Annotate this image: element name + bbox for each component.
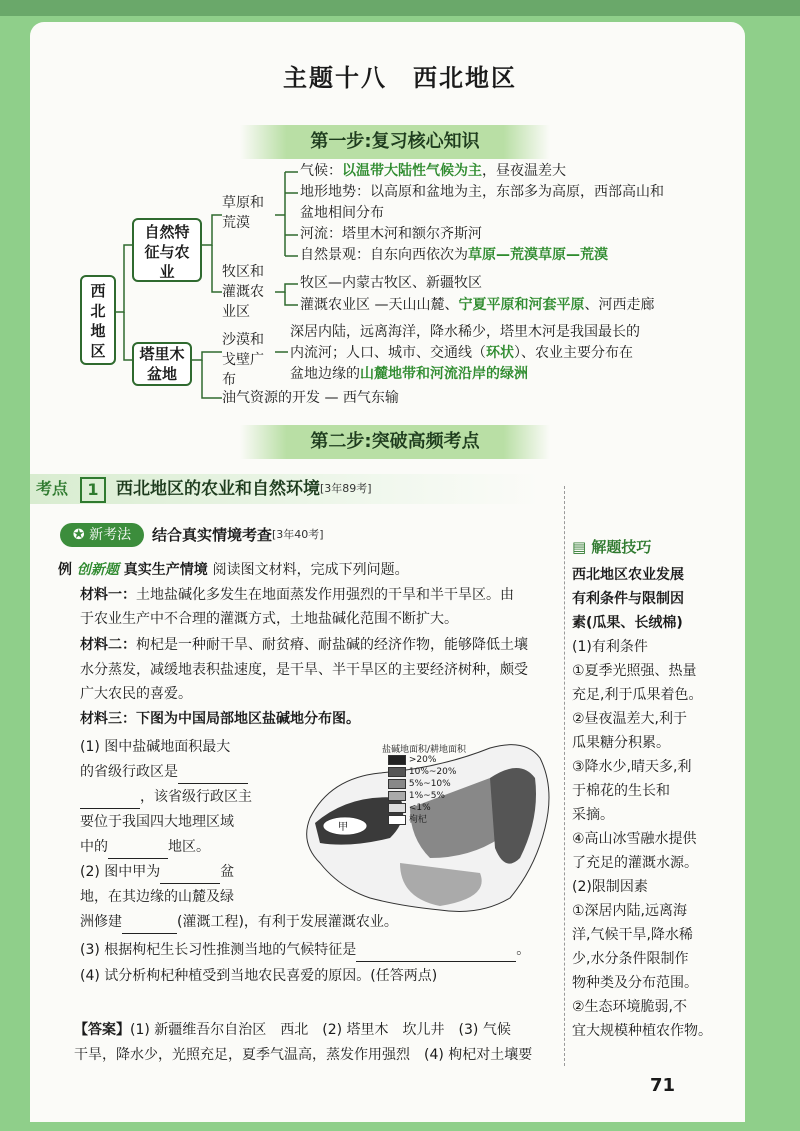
tips-line: 素(瓜果、长绒棉)	[572, 615, 683, 631]
tree-grass-item-5: 自然景观：自东向西依次为草原—荒漠草原—荒漠	[300, 247, 608, 263]
tree-node-nature-agriculture: 自然特征与农业	[132, 218, 202, 282]
tree-desert-item-2: 内流河；人口、城市、交通线（环状）、农业主要分布在	[290, 345, 633, 361]
tips-line: 于棉花的生长和	[572, 783, 670, 799]
column-divider	[564, 486, 565, 1066]
question-1-e: 中的 地区。	[80, 835, 210, 859]
tree-grass-item-1: 气候：以温带大陆性气候为主，昼夜温差大	[300, 163, 566, 179]
page-number: 71	[650, 1075, 676, 1096]
legend-item: 5%~10%	[388, 778, 456, 790]
new-method-title: 结合真实情境考查[3年40考]	[152, 526, 324, 544]
tree-oil-label: 油气资源的开发 — 西气东输	[222, 390, 399, 406]
question-1-d: 要位于我国四大地理区域	[80, 814, 234, 830]
tree-farm-item-2: 灌溉农业区 —天山山麓、宁夏平原和河套平原、河西走廊	[300, 297, 655, 313]
tips-line: 洋,气候干旱,降水稀	[572, 927, 693, 943]
tips-line: 瓜果糖分积累。	[572, 735, 670, 751]
legend-item: 1%~5%	[388, 790, 456, 802]
legend-item: <1%	[388, 802, 456, 814]
tips-line: 采摘。	[572, 807, 614, 823]
page-title: 主题十八 西北地区	[283, 64, 517, 92]
map-label-jia: 甲	[338, 822, 348, 833]
tips-line: 少,水分条件限制作	[572, 951, 689, 967]
step2-heading: 第二步:突破高频考点	[240, 425, 550, 459]
question-1-b: 的省级行政区是	[80, 760, 248, 784]
tree-farm-label: 牧区和灌溉农业区	[222, 264, 264, 320]
material-2-cont: 水分蒸发，减缓地表积盐速度，是干旱、半干旱区的主要经济树种，颇受	[80, 662, 528, 678]
tree-grass-item-4: 河流：塔里木河和额尔齐斯河	[300, 226, 482, 242]
tips-line: 宜大规模种植农作物。	[572, 1023, 712, 1039]
tree-desert-label: 沙漠和戈壁广布	[222, 332, 264, 388]
question-1-a: (1) 图中盐碱地面积最大	[80, 739, 231, 755]
map-legend	[388, 754, 456, 826]
question-2-c: 洲修建 (灌溉工程)，有利于发展灌溉农业。	[80, 910, 398, 934]
kaodian-title: 西北地区的农业和自然环境[3年89考]	[116, 479, 372, 499]
material-2: 材料二：枸杞是一种耐干旱、耐贫瘠、耐盐碱的经济作物，能够降低土壤	[80, 637, 528, 653]
tree-grassland-label: 草原和荒漠	[222, 195, 264, 231]
tips-line: ②昼夜温差大,利于	[572, 711, 688, 727]
step1-heading: 第一步:复习核心知识	[240, 125, 550, 159]
tips-line: 充足,利于瓜果着色。	[572, 687, 703, 703]
tips-line: ①深居内陆,远离海	[572, 903, 688, 919]
material-2-end: 广大农民的喜爱。	[80, 686, 192, 702]
material-1: 材料一：土地盐碱化多发生在地面蒸发作用强烈的干旱和半干旱区。由	[80, 587, 514, 603]
question-3: (3) 根据枸杞生长习性推测当地的气候特征是 。	[80, 938, 530, 962]
tree-grass-item-3: 盆地相间分布	[300, 205, 384, 221]
tips-column	[572, 535, 720, 1043]
legend-item: 枸杞	[388, 814, 456, 826]
tree-desert-item-3: 盆地边缘的山麓地带和河流沿岸的绿洲	[290, 366, 528, 382]
tips-line: ①夏季光照强、热量	[572, 663, 697, 679]
legend-item: 10%~20%	[388, 766, 456, 778]
tips-header: ▤ 解题技巧	[572, 538, 652, 556]
answer-line-1: 【答案】(1) 新疆维吾尔自治区 西北 (2) 塔里木 坎儿井 (3) 气候	[74, 1022, 511, 1038]
kaodian-bar	[30, 474, 540, 504]
tree-farm-item-1: 牧区—内蒙古牧区、新疆牧区	[300, 275, 482, 291]
kaodian-number: 1	[80, 477, 106, 503]
tree-grass-item-2: 地形地势：以高原和盆地为主，东部多为高原，西部高山和	[300, 184, 664, 200]
tips-line: ③降水少,晴天多,利	[572, 759, 692, 775]
tips-line: (2)限制因素	[572, 879, 648, 895]
tips-line: 有利条件与限制因	[572, 591, 684, 607]
kaodian-tag: 考点	[36, 479, 69, 498]
lightbulb-icon: ✪	[72, 527, 90, 543]
tips-line: ②生态环境脆弱,不	[572, 999, 688, 1015]
tips-line: 物种类及分布范围。	[572, 975, 698, 991]
example-lead: 例 创新题 真实生产情境 阅读图文材料，完成下列问题。	[58, 562, 409, 578]
material-1-cont: 于农业生产中不合理的灌溉方式，土地盐碱化范围不断扩大。	[80, 611, 458, 627]
tips-line: ④高山冰雪融水提供	[572, 831, 697, 847]
question-4: (4) 试分析枸杞种植受到当地农民喜爱的原因。(任答两点)	[80, 968, 438, 984]
material-3: 材料三：下图为中国局部地区盐碱地分布图。	[80, 711, 360, 727]
new-method-badge: ✪ 新考法	[60, 523, 144, 547]
tree-desert-item-1: 深居内陆，远离海洋，降水稀少，塔里木河是我国最长的	[290, 324, 640, 340]
question-2-a: (2) 图中甲为 盆	[80, 860, 234, 884]
legend-item: >20%	[388, 754, 456, 766]
tree-root: 西北地区	[80, 275, 116, 365]
answer-line-2: 干旱，降水少，光照充足，夏季气温高，蒸发作用强烈 (4) 枸杞对土壤要	[74, 1047, 533, 1063]
tree-node-tarim: 塔里木盆地	[132, 342, 192, 386]
tips-line: (1)有利条件	[572, 639, 648, 655]
question-2-b: 地，在其边缘的山麓及绿	[80, 889, 234, 905]
book-icon: ▤	[572, 538, 592, 556]
tips-line: 西北地区农业发展	[572, 567, 684, 583]
question-1-c: ，该省级行政区主	[80, 785, 252, 809]
map-legend-title: 盐碱地面积/耕地面积	[382, 745, 467, 755]
tips-line: 了充足的灌溉水源。	[572, 855, 698, 871]
